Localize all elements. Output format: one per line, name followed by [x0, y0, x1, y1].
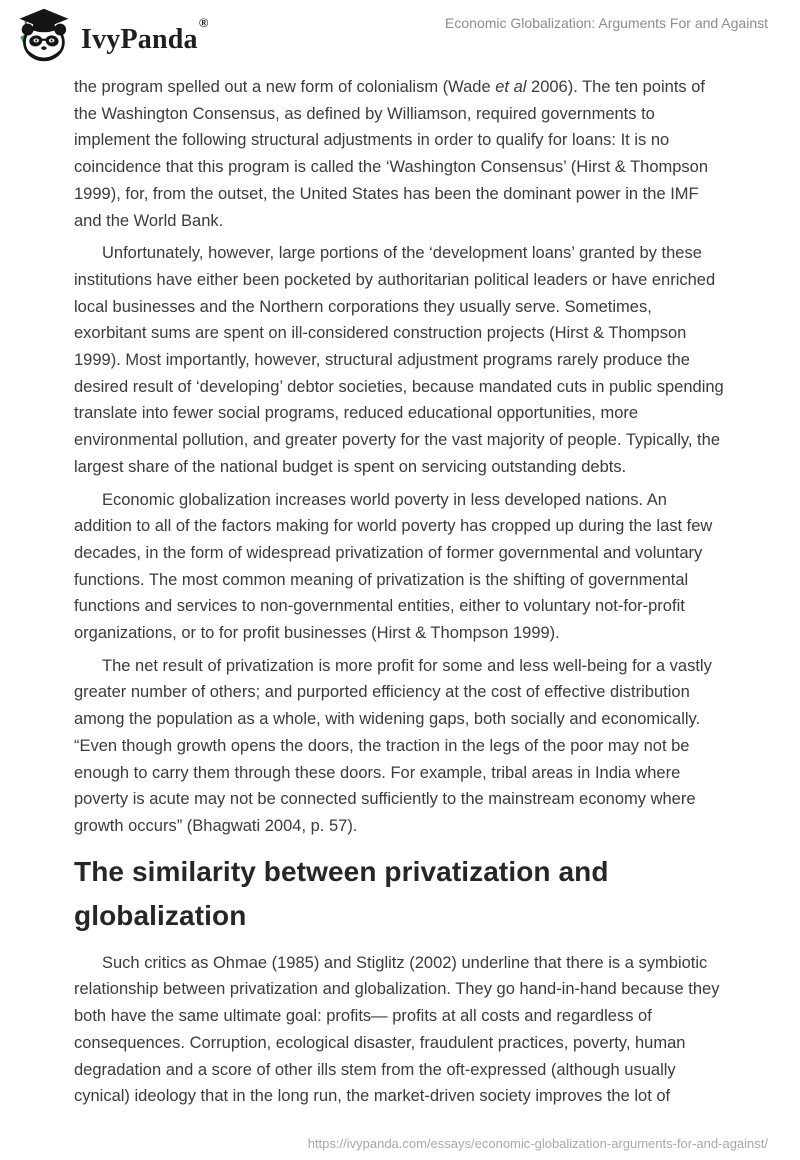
article [74, 74, 727, 1116]
page-header [0, 0, 800, 66]
paragraph: The net result of privatization is more profit for some and less well-being for a vastly greater number of others; and purported efficiency at the cost of effective distribution among the population as a whole, with widening gaps, both socially and economically. “Even though growth opens the doors, the traction in the legs of the poor may not be enough to carry them through these doors. For example, tribal areas in India where poverty is acute may not be connected sufficiently to the mainstream economy where growth occurs” (Bhagwati 2004, p. 57). [74, 656, 712, 835]
panda-graduate-icon [14, 6, 72, 64]
paragraph: Unfortunately, however, large portions of the ‘development loans’ granted by these institutions have either been pocketed by authoritarian political leaders or have enriched local businesses and the Northern corporations they usually serve. Sometimes, exorbitant sums are spent on ill-considered construction projects (Hirst & Thompson 1999). Most importantly, however, structural adjustment programs rarely produce the desired result of ‘developing’ debtor societies, because mandated cuts in public spending translate into fewer social programs, reduced educational opportunities, more environmental pollution, and greater poverty for the vast majority of people. Typically, the largest share of the national budget is spent on servicing outstanding debts. [74, 244, 724, 476]
section-heading: The similarity between privatization and globalization [74, 855, 609, 931]
paragraph: Such critics as Ohmae (1985) and Stiglitz (2002) underline that there is a symbiotic relationship between privatization and globalization. They go hand-in-hand because they both have the same ultimate goal: profits— profits at all costs and regardless of consequences. Corruption, ecological disaster, fraudulent practices, poverty, human degradation and a score of other ills stem from the oft-expressed (although usually cynical) ideology that in the long run, the market-driven society improves the lot of [74, 953, 720, 1106]
brand-name: IvyPanda [81, 24, 198, 55]
footer-source-url[interactable]: https://ivypanda.com/essays/economic-globalization-arguments-for-and-against/ [307, 1136, 768, 1151]
registered-trademark-symbol: ® [198, 15, 209, 30]
running-title: Economic Globalization: Arguments For and Against [445, 15, 768, 31]
paragraph: the program spelled out a new form of colonialism (Wade et al 2006). The ten points of the Washington Consensus, as defined by Williamson, required governments to implement the following structural adjustments in order to qualify for loans: It is no coincidence that this program is called the ‘Washington Consensus’ (Hirst & Thompson 1999), for, from the outset, the United States has been the dominant power in the IMF and the World Bank. [74, 78, 709, 230]
ivypanda-logo[interactable] [14, 6, 207, 64]
paragraph: Economic globalization increases world poverty in less developed nations. An addition to all of the factors making for world poverty has cropped up during the last few decades, in the form of widespread privatization of former governmental and voluntary functions. The most common meaning of privatization is the shifting of governmental functions and services to non-governmental entities, either to voluntary not-for-profit organizations, or to for profit businesses (Hirst & Thompson 1999). [74, 490, 713, 643]
